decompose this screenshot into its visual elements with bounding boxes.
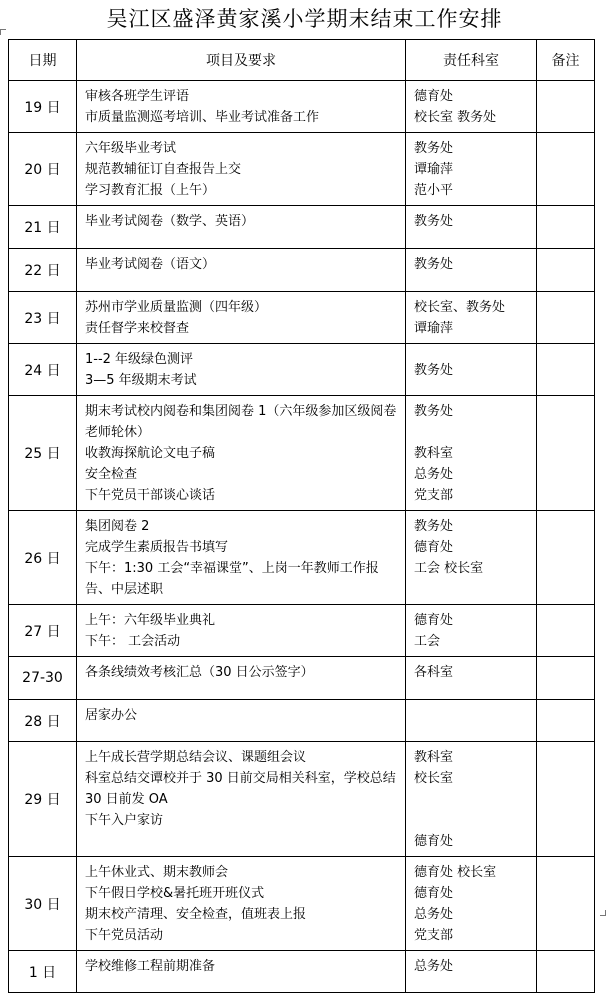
dept-cell (406, 396, 537, 511)
date-cell: 19 日 (9, 81, 77, 133)
dept-cell (406, 605, 537, 657)
dept-cell (406, 81, 537, 133)
header-date: 日期 (9, 40, 77, 81)
dept-line: 德育处 (414, 886, 454, 901)
dept-cell (406, 133, 537, 206)
dept-line: 教务处 (414, 404, 454, 419)
note-cell (537, 657, 595, 700)
note-cell (537, 857, 595, 951)
item-line: 各条线绩效考核汇总（30 日公示签字） (85, 665, 314, 680)
item-line: 上午休业式、期末教师会 (85, 865, 229, 880)
item-line: 1--2 年级绿色测评 (85, 352, 194, 367)
dept-line: 校长室 (414, 771, 454, 786)
items-cell (77, 857, 406, 951)
items-cell (77, 206, 406, 249)
item-line: 学习教育汇报（上午） (85, 183, 216, 198)
date-cell: 27-30 (9, 657, 77, 700)
item-line: 苏州市学业质量监测（四年级） (85, 300, 268, 315)
date-cell: 22 日 (9, 249, 77, 292)
date-cell: 30 日 (9, 857, 77, 951)
table-row (9, 206, 595, 249)
dept-line: 教务处 (414, 214, 454, 229)
dept-line: 校长室、教务处 (414, 300, 506, 315)
items-cell (77, 951, 406, 993)
note-cell (537, 396, 595, 511)
dept-cell (406, 292, 537, 344)
dept-line (414, 422, 530, 443)
note-cell (537, 700, 595, 742)
dept-cell (406, 206, 537, 249)
items-cell (77, 657, 406, 700)
dept-line: 教科室 (414, 446, 454, 461)
header-note: 备注 (537, 40, 595, 81)
item-line: 市质量监测巡考培训、毕业考试准备工作 (85, 110, 320, 125)
dept-line (414, 810, 530, 831)
item-line: 六年级毕业考试 (85, 141, 177, 156)
dept-line (414, 789, 530, 810)
dept-line: 各科室 (414, 665, 454, 680)
item-line: 收教海探航论文电子稿 (85, 446, 216, 461)
dept-line: 党支部 (414, 928, 454, 943)
item-line: 规范教辅征订自查报告上交 (85, 162, 242, 177)
item-line: 集团阅卷 2 (85, 519, 150, 534)
dept-line: 德育处 (414, 89, 454, 104)
items-cell (77, 292, 406, 344)
items-cell (77, 344, 406, 396)
dept-line: 工会 (414, 634, 441, 649)
note-cell (537, 133, 595, 206)
dept-line: 教务处 (414, 141, 454, 156)
dept-line: 谭瑜萍 (414, 162, 454, 177)
items-cell (77, 700, 406, 742)
table-row (9, 292, 595, 344)
dept-cell (406, 511, 537, 605)
item-line: 上午：六年级毕业典礼 (85, 613, 216, 628)
dept-line: 教务处 (414, 519, 454, 534)
dept-line: 范小平 (414, 183, 454, 198)
date-cell: 26 日 (9, 511, 77, 605)
table-row (9, 81, 595, 133)
dept-line: 教科室 (414, 750, 454, 765)
items-cell (77, 605, 406, 657)
item-line: 毕业考试阅卷（语文） (85, 257, 216, 272)
table-row (9, 857, 595, 951)
dept-line: 总务处 (414, 907, 454, 922)
items-cell (77, 133, 406, 206)
header-dept: 责任科室 (406, 40, 537, 81)
note-cell (537, 951, 595, 993)
table-row (9, 396, 595, 511)
item-line: 科室总结交谭校并于 30 日前交局相关科室，学校总结 30 日前发 OA (85, 771, 396, 807)
table-row (9, 344, 595, 396)
items-cell (77, 81, 406, 133)
dept-cell (406, 857, 537, 951)
item-line: 下午党员干部谈心谈话 (85, 488, 216, 503)
item-line: 完成学生素质报告书填写 (85, 540, 229, 555)
date-cell: 28 日 (9, 700, 77, 742)
table-row (9, 511, 595, 605)
item-line: 居家办公 (85, 708, 138, 723)
dept-line: 教务处 (414, 362, 454, 378)
dept-line: 校长室 教务处 (414, 110, 497, 125)
item-line: 审核各班学生评语 (85, 89, 190, 104)
item-line: 3—5 年级期末考试 (85, 373, 197, 388)
date-cell: 25 日 (9, 396, 77, 511)
corner-mark-bottom-right (600, 910, 606, 916)
item-line: 期末考试校内阅卷和集团阅卷 1（六年级参加区级阅卷老师轮休） (85, 404, 397, 440)
table-row (9, 951, 595, 993)
dept-cell (406, 344, 537, 396)
date-cell: 27 日 (9, 605, 77, 657)
table-row (9, 742, 595, 857)
header-items: 项目及要求 (77, 40, 406, 81)
header-row (9, 40, 595, 81)
item-line: 下午党员活动 (85, 928, 164, 943)
item-line: 安全检查 (85, 467, 138, 482)
dept-line: 党支部 (414, 488, 454, 503)
note-cell (537, 81, 595, 133)
dept-cell (406, 249, 537, 292)
table-row (9, 249, 595, 292)
dept-line: 德育处 (414, 613, 454, 628)
items-cell (77, 249, 406, 292)
note-cell (537, 344, 595, 396)
note-cell (537, 249, 595, 292)
dept-line: 德育处 (414, 540, 454, 555)
item-line: 毕业考试阅卷（数学、英语） (85, 214, 255, 229)
dept-line: 德育处 (414, 834, 454, 849)
item-line: 下午假日学校&暑托班开班仪式 (85, 886, 265, 901)
item-line: 下午： 工会活动 (85, 634, 181, 649)
date-cell: 24 日 (9, 344, 77, 396)
date-cell: 21 日 (9, 206, 77, 249)
dept-line: 德育处 校长室 (414, 865, 497, 880)
page-title: 吴江区盛泽黄家溪小学期末结束工作安排 (106, 7, 503, 31)
corner-mark-top-left (0, 29, 6, 35)
item-line: 下午入户家访 (85, 813, 164, 828)
items-cell (77, 396, 406, 511)
item-line: 期末校产清理、安全检查，值班表上报 (85, 907, 307, 922)
item-line: 责任督学来校督查 (85, 321, 190, 336)
item-line: 下午：1:30 工会“幸福课堂”、上岗一年教师工作报告、中层述职 (85, 561, 379, 597)
note-cell (537, 292, 595, 344)
note-cell (537, 605, 595, 657)
date-cell: 1 日 (9, 951, 77, 993)
dept-line: 总务处 (414, 959, 454, 974)
dept-cell (406, 700, 537, 742)
table-row (9, 605, 595, 657)
date-cell: 29 日 (9, 742, 77, 857)
dept-cell (406, 657, 537, 700)
note-cell (537, 742, 595, 857)
item-line: 上午成长营学期总结会议、课题组会议 (85, 750, 307, 765)
date-cell: 23 日 (9, 292, 77, 344)
items-cell (77, 742, 406, 857)
item-line: 学校维修工程前期准备 (85, 959, 216, 974)
dept-line: 总务处 (414, 467, 454, 482)
schedule-table (8, 39, 595, 993)
dept-cell (406, 742, 537, 857)
dept-cell (406, 951, 537, 993)
table-row (9, 657, 595, 700)
note-cell (537, 206, 595, 249)
note-cell (537, 511, 595, 605)
table-row (9, 700, 595, 742)
items-cell (77, 511, 406, 605)
date-cell: 20 日 (9, 133, 77, 206)
dept-line: 教务处 (414, 257, 454, 272)
table-row (9, 133, 595, 206)
dept-line: 谭瑜萍 (414, 321, 454, 336)
dept-line: 工会 校长室 (414, 561, 484, 576)
